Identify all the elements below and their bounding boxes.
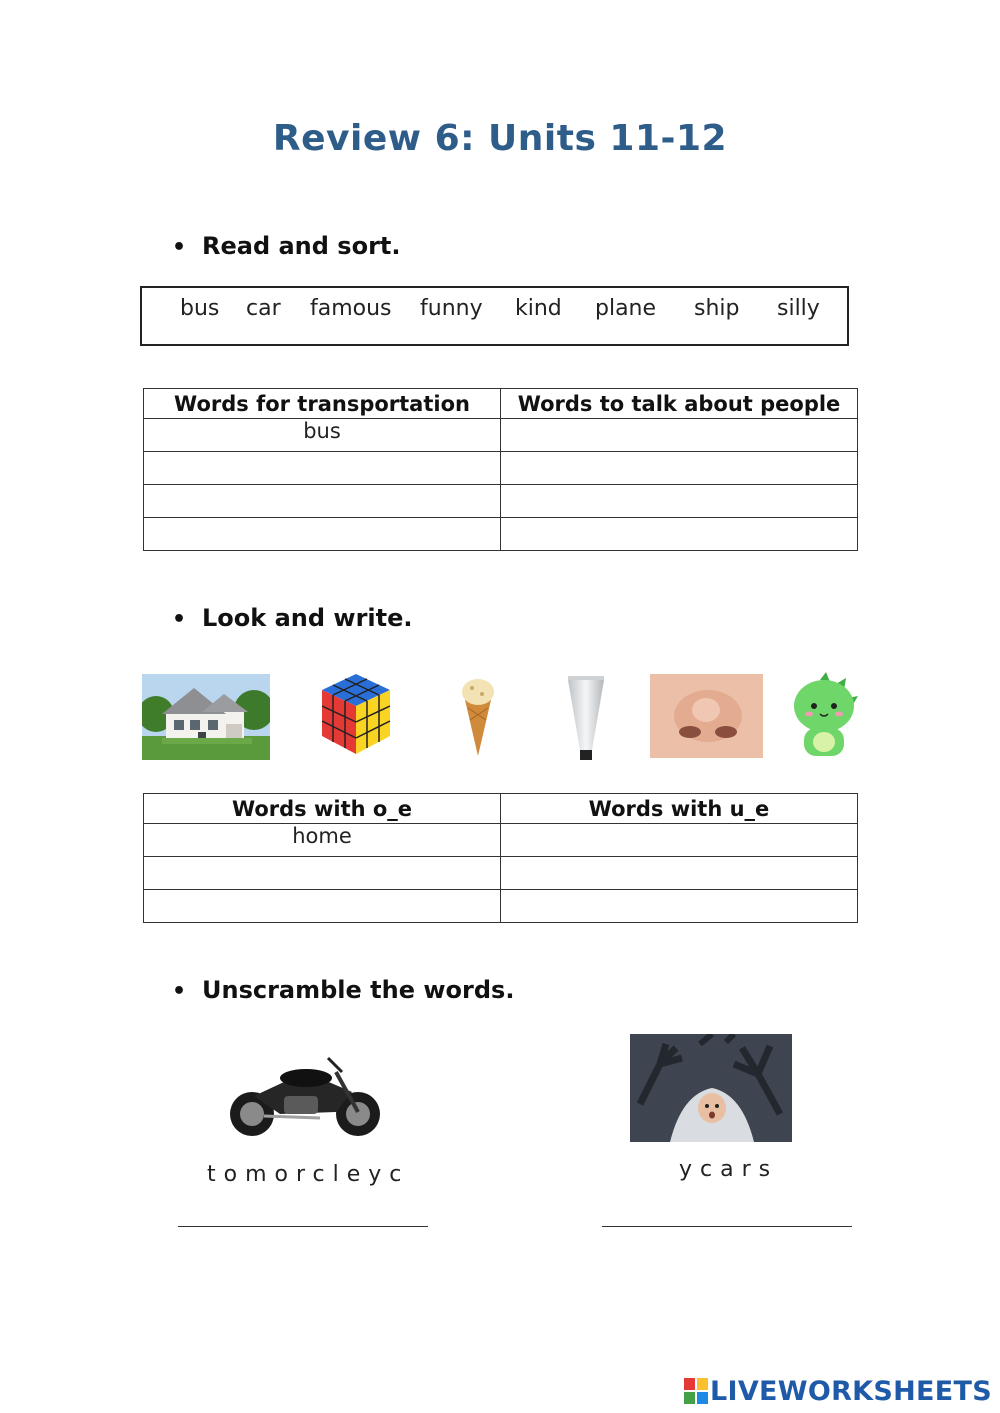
- section-heading-look-and-write: [172, 604, 413, 632]
- nose-picture: [650, 674, 763, 758]
- scrambled-word: ycars: [679, 1157, 779, 1182]
- word-bank-item: plane: [595, 296, 657, 321]
- answer-cell[interactable]: bus: [144, 419, 501, 452]
- word-bank: [140, 286, 849, 346]
- section-heading-read-and-sort: [172, 232, 401, 260]
- dinosaur-picture: [790, 672, 860, 760]
- bullet-icon: •: [172, 235, 187, 260]
- column-header: Words with u_e: [501, 794, 858, 824]
- column-header: Words for transportation: [144, 389, 501, 419]
- brand-logo: [684, 1376, 992, 1411]
- rubik-cube-picture: [318, 670, 394, 758]
- word-bank-item: ship: [694, 296, 740, 321]
- answer-cell[interactable]: [501, 485, 858, 518]
- answer-cell[interactable]: [501, 890, 858, 923]
- heading-text: Unscramble the words.: [202, 976, 515, 1004]
- motorcycle-picture: [224, 1052, 386, 1142]
- heading-text: Look and write.: [202, 604, 413, 632]
- answer-cell[interactable]: [501, 857, 858, 890]
- brand-name: LIVEWORKSHEETS: [709, 1376, 992, 1407]
- answer-cell[interactable]: [501, 452, 858, 485]
- house-picture: [142, 674, 270, 760]
- tube-picture: [566, 674, 606, 762]
- answer-cell[interactable]: [144, 485, 501, 518]
- answer-cell[interactable]: [501, 419, 858, 452]
- answer-cell[interactable]: [501, 518, 858, 551]
- answer-cell[interactable]: [144, 890, 501, 923]
- word-bank-item: funny: [420, 296, 483, 321]
- answer-cell[interactable]: home: [144, 824, 501, 857]
- bullet-icon: •: [172, 607, 187, 632]
- section-heading-unscramble: [172, 976, 514, 1004]
- answer-line[interactable]: [178, 1226, 428, 1227]
- column-header: Words with o_e: [144, 794, 501, 824]
- answer-cell[interactable]: [144, 518, 501, 551]
- column-header: Words to talk about people: [501, 389, 858, 419]
- answer-cell[interactable]: [501, 824, 858, 857]
- word-bank-item: kind: [515, 296, 562, 321]
- answer-line[interactable]: [602, 1226, 852, 1227]
- page-title: Review 6: Units 11-12: [272, 118, 728, 159]
- liveworksheets-logo-icon: [684, 1378, 708, 1411]
- answer-cell[interactable]: [144, 857, 501, 890]
- scrambled-word: tomorcleyc: [207, 1162, 410, 1187]
- scared-child-picture: [630, 1034, 792, 1142]
- word-bank-item: bus: [180, 296, 220, 321]
- heading-text: Read and sort.: [202, 232, 401, 260]
- spelling-table: [143, 793, 858, 923]
- bullet-icon: •: [172, 979, 187, 1004]
- word-bank-item: famous: [310, 296, 392, 321]
- word-bank-item: car: [246, 296, 281, 321]
- answer-cell[interactable]: [144, 452, 501, 485]
- word-bank-item: silly: [777, 296, 820, 321]
- ice-cream-picture: [458, 674, 498, 760]
- sort-table: [143, 388, 858, 551]
